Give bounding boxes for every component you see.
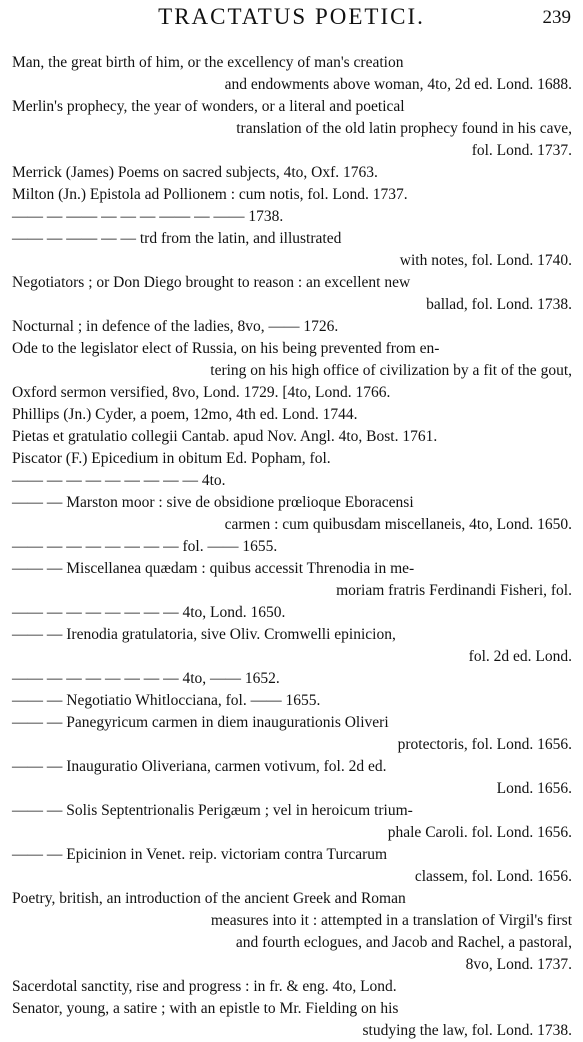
catalogue-entry (12, 690, 572, 712)
catalogue-entry (12, 272, 572, 316)
entry-first-line: —— — Miscellanea quædam : quibus accessit Threnodia in me- (12, 560, 415, 577)
catalogue-entry (12, 844, 572, 888)
entry-first-line: —— — — — — — — — fol. —— 1655. (12, 538, 278, 555)
entry-first-line: —— — — — — — — — 4to, —— 1652. (12, 670, 280, 687)
entry-first-line: Negotiators ; or Don Diego brought to reason : an excellent new (12, 274, 411, 291)
entry-continuation-line: fol. Lond. 1737. (471, 142, 572, 159)
catalogue-entry (12, 206, 572, 228)
catalogue-entry (12, 668, 572, 690)
entry-first-line: Pietas et gratulatio collegii Cantab. apud Nov. Angl. 4to, Bost. 1761. (12, 428, 438, 445)
entry-continuation-line: moriam fratris Ferdinandi Fisheri, fol. (336, 582, 572, 599)
entry-first-line: —— — Irenodia gratulatoria, sive Oliv. Cromwelli epinicion, (12, 626, 396, 643)
entry-first-line: Merrick (James) Poems on sacred subjects, 4to, Oxf. 1763. (12, 164, 378, 181)
entry-first-line: Oxford sermon versified, 8vo, Lond. 1729. [4to, Lond. 1766. (12, 384, 391, 401)
catalogue-entry (12, 888, 572, 976)
catalogue-entry (12, 338, 572, 382)
running-title: TRACTATUS POETICI. (158, 4, 425, 29)
entry-continuation-line: and endowments above woman, 4to, 2d ed. Lond. 1688. (224, 76, 572, 93)
entry-continuation-line: classem, fol. Lond. 1656. (414, 868, 572, 885)
entry-continuation-line: carmen : cum quibusdam miscellaneis, 4to, Lond. 1650. (224, 516, 572, 533)
catalogue-entry (12, 228, 572, 272)
entry-first-line: —— — Marston moor : sive de obsidione prœlioque Eboracensi (12, 494, 414, 511)
entry-first-line: Merlin's prophecy, the year of wonders, or a literal and poetical (12, 98, 405, 115)
catalogue-entry (12, 998, 572, 1042)
entry-continuation-line: and fourth eclogues, and Jacob and Rachel, a pastoral, (235, 934, 572, 951)
catalogue-entry (12, 52, 572, 96)
entry-continuation-line: measures into it : attempted in a translation of Virgil's first (210, 912, 572, 929)
catalogue-entry (12, 426, 572, 448)
entry-first-line: —— — — — — — — — 4to, Lond. 1650. (12, 604, 286, 621)
catalogue-entry (12, 492, 572, 536)
catalogue-entry (12, 800, 572, 844)
entry-continuation-line: ballad, fol. Lond. 1738. (426, 296, 572, 313)
entry-continuation-line: phale Caroli. fol. Lond. 1656. (387, 824, 572, 841)
entry-continuation-line: tering on his high office of civilization by a fit of the gout, (210, 362, 572, 379)
entry-first-line: Poetry, british, an introduction of the ancient Greek and Roman (12, 890, 406, 907)
entry-first-line: Ode to the legislator elect of Russia, on his being prevented from en- (12, 340, 440, 357)
entry-first-line: —— — —— — — — —— — —— 1738. (12, 208, 284, 225)
catalogue-entry (12, 448, 572, 470)
catalogue-entry (12, 162, 572, 184)
entry-first-line: Milton (Jn.) Epistola ad Pollionem : cum notis, fol. Lond. 1737. (12, 186, 408, 203)
catalogue-entry (12, 382, 572, 404)
entry-first-line: Man, the great birth of him, or the excellency of man's creation (12, 54, 404, 71)
catalogue-entry (12, 976, 572, 998)
entry-first-line: —— — Panegyricum carmen in diem inaugurationis Oliveri (12, 714, 389, 731)
entry-first-line: —— — — — — — — — — 4to. (12, 472, 226, 489)
catalogue-entry (12, 624, 572, 668)
entry-continuation-line: Lond. 1656. (496, 780, 572, 797)
entry-first-line: Sacerdotal sanctity, rise and progress : in fr. & eng. 4to, Lond. (12, 978, 397, 995)
catalogue-entry (12, 712, 572, 756)
entry-continuation-line: studying the law, fol. Lond. 1738. (362, 1022, 572, 1039)
entry-first-line: —— — Inauguratio Oliveriana, carmen votivum, fol. 2d ed. (12, 758, 387, 775)
catalogue-entries (12, 52, 572, 1042)
entry-first-line: —— — Solis Septentrionalis Perigæum ; vel in heroicum trium- (12, 802, 413, 819)
catalogue-entry (12, 558, 572, 602)
entry-first-line: —— — Epicinion in Venet. reip. victoriam contra Turcarum (12, 846, 388, 863)
page-header (0, 0, 583, 36)
entry-continuation-line: with notes, fol. Lond. 1740. (399, 252, 572, 269)
catalogue-entry (12, 470, 572, 492)
entry-continuation-line: fol. 2d ed. Lond. (468, 648, 572, 665)
entry-first-line: —— — Negotiatio Whitlocciana, fol. —— 1655. (12, 692, 321, 709)
entry-first-line: —— — —— — — trd from the latin, and illustrated (12, 230, 342, 247)
catalogue-entry (12, 602, 572, 624)
entry-first-line: Piscator (F.) Epicedium in obitum Ed. Popham, fol. (12, 450, 331, 467)
catalogue-entry (12, 184, 572, 206)
entry-first-line: Nocturnal ; in defence of the ladies, 8vo, —— 1726. (12, 318, 339, 335)
page-number: 239 (542, 7, 571, 28)
entry-continuation-line: protectoris, fol. Lond. 1656. (397, 736, 572, 753)
entry-first-line: Senator, young, a satire ; with an epistle to Mr. Fielding on his (12, 1000, 399, 1017)
catalogue-entry (12, 96, 572, 162)
catalogue-entry (12, 756, 572, 800)
entry-first-line: Phillips (Jn.) Cyder, a poem, 12mo, 4th ed. Lond. 1744. (12, 406, 358, 423)
catalogue-entry (12, 404, 572, 426)
entry-continuation-line: 8vo, Lond. 1737. (465, 956, 572, 973)
catalogue-entry (12, 536, 572, 558)
entry-continuation-line: translation of the old latin prophecy found in his cave, (236, 120, 572, 137)
catalogue-entry (12, 316, 572, 338)
